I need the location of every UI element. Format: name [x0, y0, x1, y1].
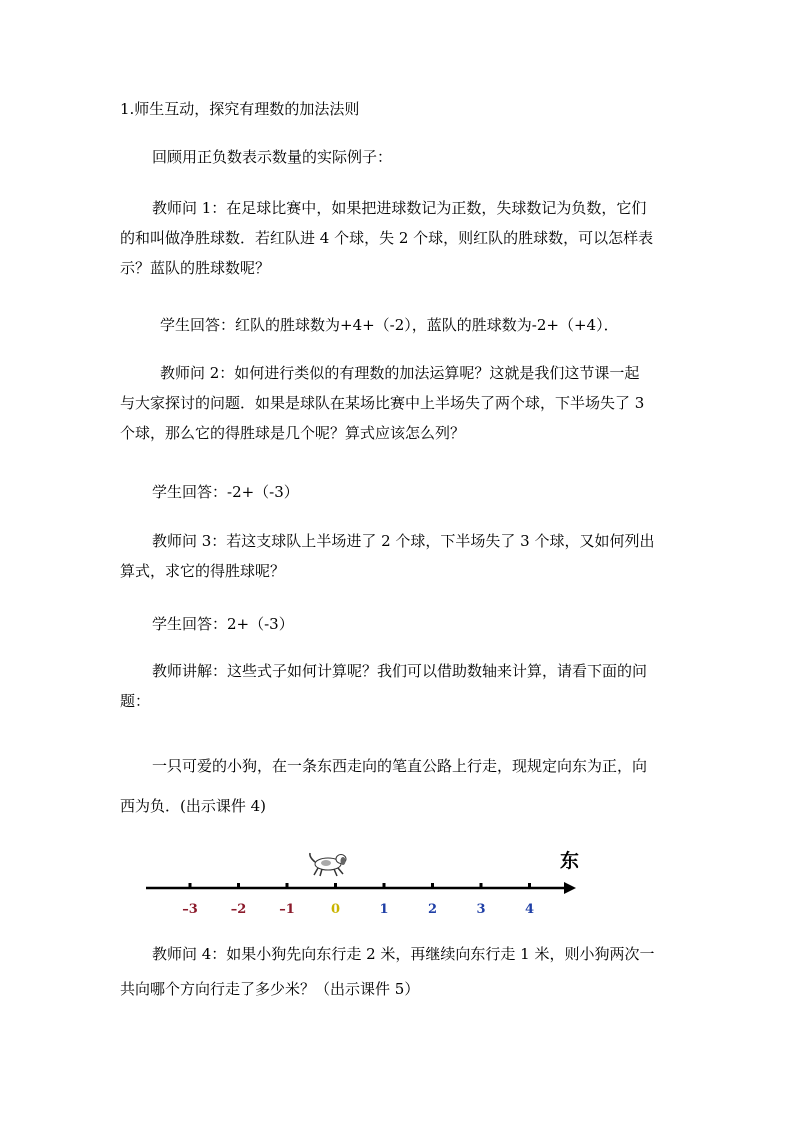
paragraph-teacher-explain: [120, 656, 676, 716]
arrow-head-icon: [564, 882, 576, 894]
paragraph-teacher-q4: [120, 938, 676, 1008]
paragraph-student-answer-1: 学生回答：红队的胜球数为+4+（-2），蓝队的胜球数为-2+（+4）．: [160, 316, 619, 334]
paragraph-review: 回顾用正负数表示数量的实际例子：: [152, 148, 393, 166]
direction-label-east: 东: [560, 850, 580, 872]
dog-icon: [310, 853, 346, 876]
number-line: [140, 845, 590, 925]
tick-label: 3: [476, 902, 486, 917]
tick-label: –2: [230, 902, 247, 917]
text-line: 的和叫做净胜球数．若红队进 4 个球，失 2 个球，则红队的胜球数，可以怎样表: [120, 229, 654, 247]
tick-label: –1: [279, 902, 295, 917]
text-line: 个球，那么它的得胜球是几个呢？算式应该怎么列？: [120, 424, 466, 442]
text-line: 西为负．(出示课件 4): [120, 797, 267, 815]
text-line: 题：: [120, 692, 151, 710]
paragraph-dog-problem: [120, 746, 676, 826]
text-line: 教师讲解：这些式子如何计算呢？我们可以借助数轴来计算，请看下面的问: [152, 662, 648, 680]
text-line: 教师问 4：如果小狗先向东行走 2 米，再继续向东行走 1 米，则小狗两次一: [152, 945, 655, 963]
tick-label: 0: [330, 902, 341, 917]
section-heading: 1.师生互动，探究有理数的加法法则: [120, 100, 360, 118]
text-line: 与大家探讨的问题．如果是球队在某场比赛中上半场失了两个球，下半场失了 3: [120, 394, 645, 412]
paragraph-student-answer-2: 学生回答：-2+（-3）: [152, 483, 299, 501]
paragraph-teacher-q1: [120, 193, 676, 283]
text-line: 共向哪个方向行走了多少米？（出示课件 5）: [120, 980, 420, 998]
text-line: 示？蓝队的胜球数呢？: [120, 259, 271, 277]
text-line: 一只可爱的小狗，在一条东西走向的笔直公路上行走，现规定向东为正，向: [152, 757, 648, 775]
paragraph-teacher-q2: [120, 358, 676, 448]
tick-label: 4: [524, 902, 535, 917]
text-line: 教师问 3：若这支球队上半场进了 2 个球，下半场失了 3 个球，又如何列出: [152, 532, 655, 550]
tick-label: 2: [427, 902, 438, 917]
paragraph-student-answer-3: 学生回答：2+（-3）: [152, 615, 294, 633]
text-line: 教师问 1：在足球比赛中，如果把进球数记为正数，失球数记为负数，它们: [152, 199, 647, 217]
tick-label: 1: [379, 902, 389, 917]
text-line: 教师问 2：如何进行类似的有理数的加法运算呢？这就是我们这节课一起: [160, 364, 640, 382]
text-line: 算式，求它的得胜球呢？: [120, 562, 286, 580]
paragraph-teacher-q3: [120, 526, 676, 586]
tick-label: –3: [182, 902, 198, 917]
